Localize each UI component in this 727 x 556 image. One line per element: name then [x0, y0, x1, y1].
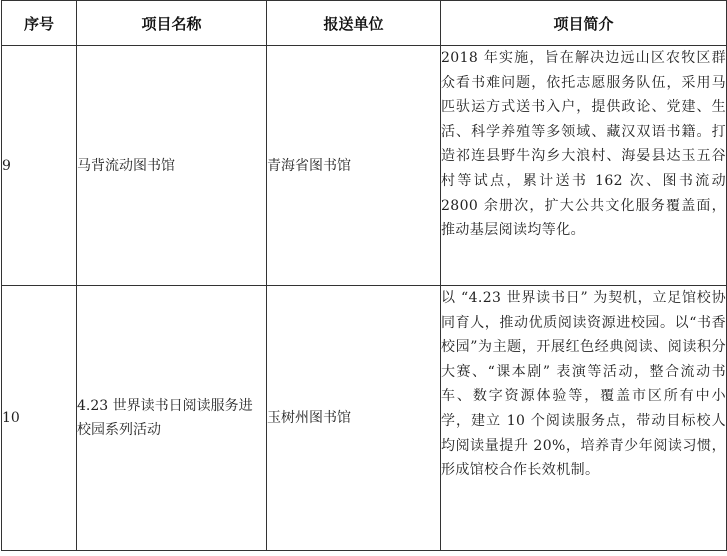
header-project-summary: 项目简介: [441, 1, 727, 46]
row-serial-number: 9: [2, 46, 77, 286]
row-project-name: 4.23 世界读书日阅读服务进校园系列活动: [77, 286, 267, 551]
table-header-row: [2, 1, 727, 46]
header-serial-number: 序号: [2, 1, 77, 46]
row-submitting-unit: 青海省图书馆: [267, 46, 441, 286]
header-project-name: 项目名称: [77, 1, 267, 46]
row-project-summary: 以 “4.23 世界读书日” 为契机，立足馆校协同育人，推动优质阅读资源进校园。以“书香校园”为主题，开展红色经典阅读、阅读积分大赛、“课本剧” 表演等活动，整合流动书车、数字资源体验等，覆盖市区所有中小学，建立 10 个阅读服务点，带动目标校人均阅读量提升 20%，培养青少年阅读习惯，形成馆校合作长效机制。: [441, 286, 727, 551]
header-submitting-unit: 报送单位: [267, 1, 441, 46]
project-table: [1, 0, 727, 551]
row-submitting-unit: 玉树州图书馆: [267, 286, 441, 551]
table-row: [2, 46, 727, 286]
row-project-name: 马背流动图书馆: [77, 46, 267, 286]
row-project-summary: 2018 年实施，旨在解决边远山区农牧区群众看书难问题，依托志愿服务队伍，采用马匹驮运方式送书入户，提供政论、党建、生活、科学养殖等多领域、藏汉双语书籍。打造祁连县野牛沟乡大浪村、海晏县达玉五谷村等试点，累计送书 162 次、图书流动 2800 余册次，扩大公共文化服务覆盖面，推动基层阅读均等化。: [441, 46, 727, 286]
table-row: [2, 286, 727, 551]
row-serial-number: 10: [2, 286, 77, 551]
